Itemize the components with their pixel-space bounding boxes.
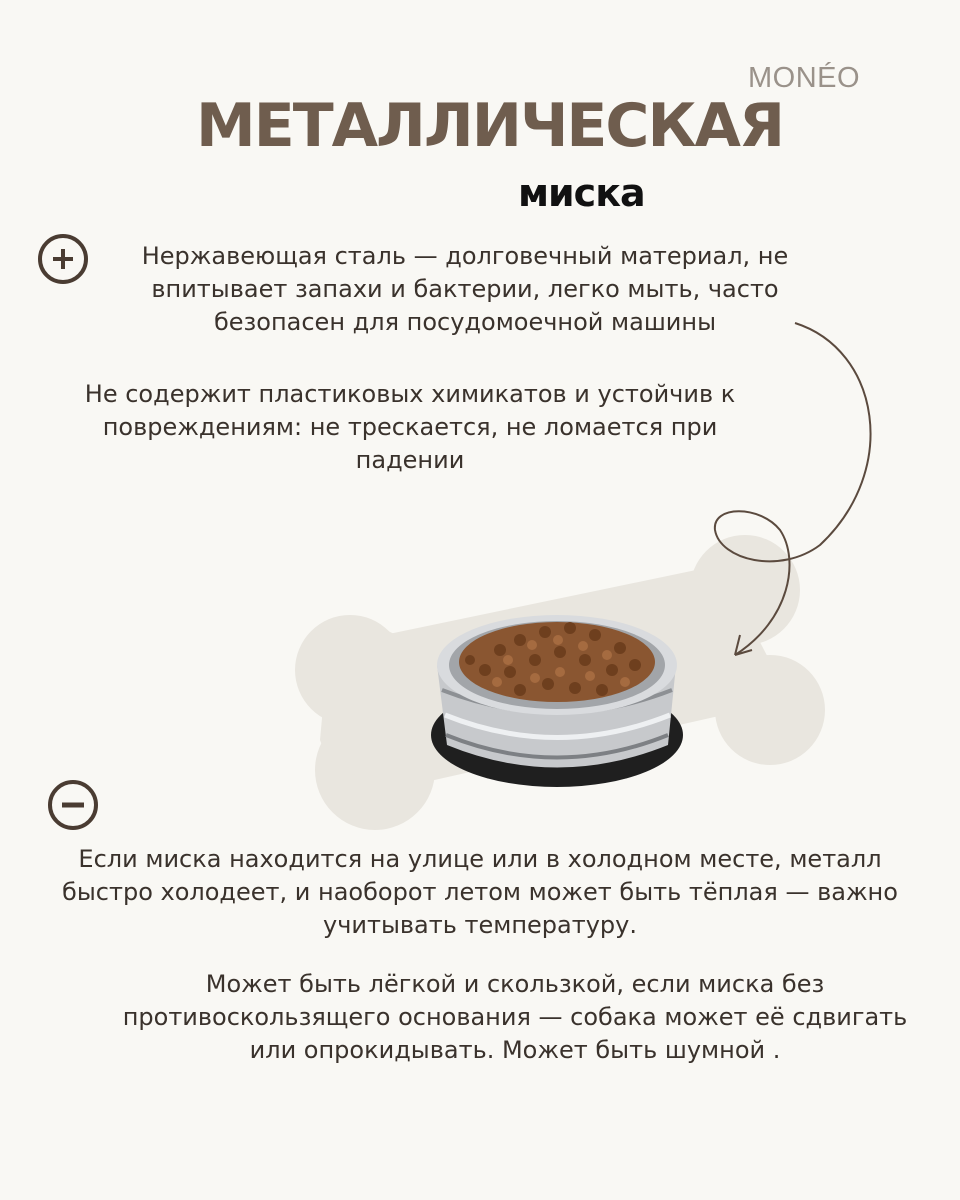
plus-circle-icon (38, 234, 88, 284)
pros-text-1: Нержавеющая сталь — долговечный материал, не впитывает запахи и бактерии, легко мыть, часто безопасен для посудомоечной машины (141, 242, 789, 336)
minus-circle-icon (48, 780, 98, 830)
page-title: МЕТАЛЛИЧЕСКАЯ (196, 91, 784, 161)
brand-logo: MONÉO (748, 62, 861, 94)
cons-text-1: Если миска находится на улице или в холодном месте, металл быстро холодеет, и наоборот летом может быть тёплая — важно учитывать температуру. (62, 845, 898, 939)
metal-bowl (431, 615, 683, 787)
pros-text-2: Не содержит пластиковых химикатов и устойчив к повреждениям: не трескается, не ломается при падении (84, 380, 736, 474)
cons-text-2: Может быть лёгкой и скользкой, если миска без противоскользящего основания — собака может её сдвигать или опрокидывать. Может быть шумной . (122, 970, 908, 1064)
page-subtitle: миска (518, 171, 645, 215)
